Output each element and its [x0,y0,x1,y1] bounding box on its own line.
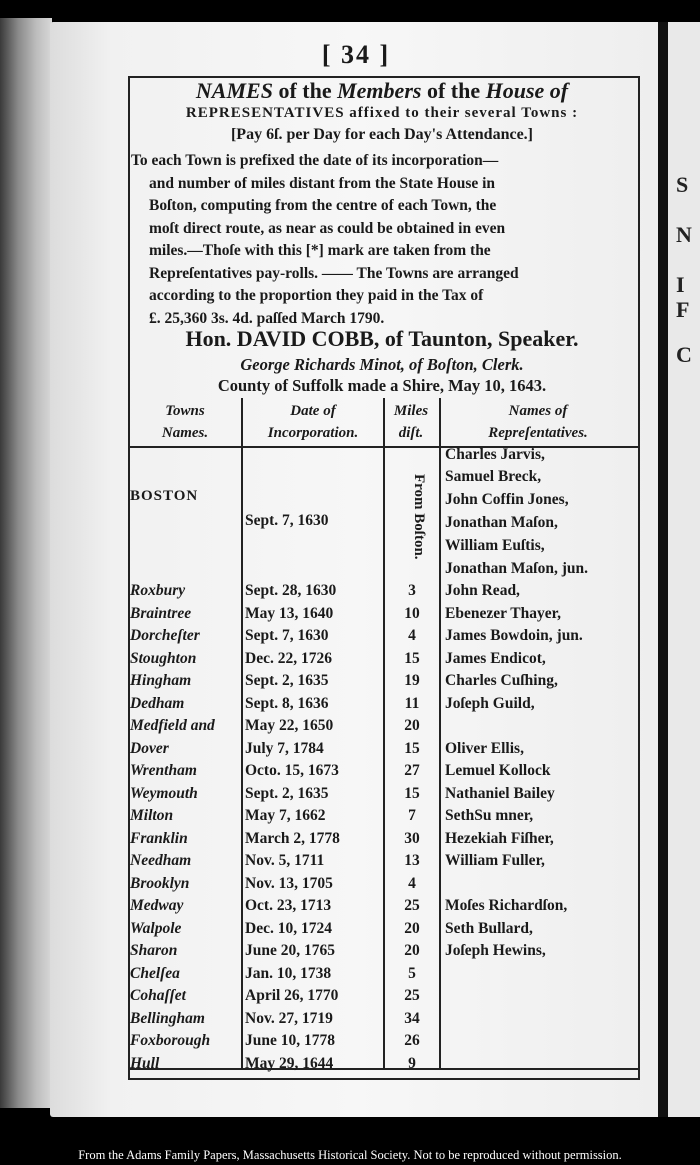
town-name: Milton [130,807,174,824]
table-row [130,1032,635,1054]
col-header-reps [440,400,636,444]
title-of-2: of the [421,78,486,103]
town-name: Chelſea [130,964,180,982]
incorporation-date: Nov. 13, 1705 [245,874,333,892]
boston-date: Sept. 7, 1630 [245,512,329,529]
county-line: County of Suffolk made a Shire, May 10, 1643. [217,376,547,395]
town-name: Wrentham [130,762,197,779]
table-row [130,582,635,604]
incorporation-date: Sept. 8, 1636 [245,694,329,712]
town-name: Bellingham [130,1009,205,1027]
intro-line: Repreſentatives pay-rolls. —— The Towns are arranged [149,264,519,282]
representative-name: Ebenezer Thayer, [445,604,561,622]
table-row [130,627,635,649]
facing-letter: I [676,272,685,297]
boston-rep: John Coffin Jones, [445,491,569,508]
incorporation-date: Sept. 7, 1630 [245,627,329,644]
incorporation-date: April 26, 1770 [245,987,339,1004]
incorporation-date: May 13, 1640 [245,604,334,622]
title-names: NAMES [195,78,273,103]
representative-name: James Endicot, [445,649,546,667]
incorporation-date: Sept. 28, 1630 [245,582,337,599]
speaker-line: Hon. DAVID COBB, of Taunton, Speaker. [185,326,579,351]
town-name: Dorcheſter [130,627,200,644]
town-name: Medway [130,897,184,914]
footer-notice: From the Adams Family Papers, Massachusetts Historical Society. Not to be reproduced without permission. [78,1148,622,1162]
boston-rep: William Euſtis, [445,537,545,554]
col-header-towns-2: Names. [161,425,209,441]
miles-distance: 20 [404,942,420,959]
incorporation-date: May 29, 1644 [245,1054,334,1072]
incorporation-date: June 10, 1778 [245,1032,335,1049]
col-header-towns-1: Towns [165,403,205,419]
incorporation-date: Oct. 23, 1713 [245,897,332,914]
town-name: Medfield and [130,717,215,734]
miles-distance: 3 [408,582,416,599]
miles-distance: 25 [404,897,420,914]
representative-name: SethSu mner, [445,807,534,824]
intro-line: moſt direct route, as near as could be obtained in even [149,219,506,237]
incorporation-date: Dec. 22, 1726 [245,649,332,667]
miles-distance: 20 [404,717,420,734]
title-of: of the [272,78,338,103]
col-header-date-2: Incorporation. [267,425,359,441]
facing-letter: F [676,297,690,322]
boston-rep: Charles Jarvis, [445,446,545,463]
table-row [130,1010,635,1032]
representative-name: Nathaniel Bailey [445,784,555,802]
facing-page-edge [664,22,700,1117]
title-members: Members [337,78,422,103]
miles-distance: 10 [404,604,420,622]
table-row [130,672,635,694]
town-name: Hull [130,1054,160,1072]
miles-distance: 25 [404,987,420,1004]
miles-distance: 30 [404,829,420,847]
col-header-miles-2: diſt. [398,425,424,441]
miles-distance: 20 [404,919,420,937]
representative-name: Hezekiah Fiſher, [445,829,554,847]
col-header-date-1: Date of [290,403,336,419]
representative-name: William Fuller, [445,852,545,869]
representative-name: Moſes Richardſon, [445,897,568,914]
col-header-miles-1: Miles [393,403,429,419]
miles-distance: 7 [408,807,416,824]
intro-line: according to the proportion they paid in the Tax of [149,287,484,304]
representative-name: James Bowdoin, jun. [445,627,583,644]
intro-line: £. 25,360 3s. 4d. paſſed March 1790. [149,309,385,327]
representative-name: John Read, [445,582,520,599]
table-row [130,717,635,739]
facing-letter: C [676,342,692,367]
table-row [130,965,635,987]
town-name: Dover [130,739,169,757]
table-row [130,1055,635,1077]
miles-distance: 13 [404,852,420,869]
incorporation-date: Octo. 15, 1673 [245,762,339,779]
table-row [130,740,635,762]
clerk-line: George Richards Minot, of Boſton, Clerk. [240,355,524,374]
miles-distance: 4 [408,874,416,892]
table-row [130,785,635,807]
page-number: [ 34 ] [321,40,391,69]
table-row [130,875,635,897]
town-name: Sharon [130,942,178,959]
representative-name: Lemuel Kollock [445,762,551,779]
town-name: Weymouth [130,784,198,802]
incorporation-date: May 22, 1650 [245,717,334,734]
incorporation-date: Sept. 2, 1635 [245,672,329,689]
boston-miles: From Boſton. [411,474,427,560]
page-gutter [658,22,668,1117]
miles-distance: 9 [408,1054,416,1072]
intro-line: Boſton, computing from the centre of each Town, the [149,197,497,214]
incorporation-date: Nov. 5, 1711 [245,852,325,869]
table-row [130,897,635,919]
town-name: Brooklyn [130,874,190,892]
title [128,78,636,104]
incorporation-date: June 20, 1765 [245,942,335,959]
col-header-reps-2: Repreſentatives. [488,425,588,441]
miles-distance: 34 [404,1009,420,1027]
town-name: Braintree [130,604,192,622]
col-header-date [244,400,382,444]
miles-distance: 11 [404,694,420,712]
incorporation-date: May 7, 1662 [245,807,326,824]
col-header-towns [130,400,240,444]
miles-distance: 15 [404,649,420,667]
incorporation-date: March 2, 1778 [245,829,340,847]
boston-rep: Jonathan Maſon, [445,514,558,531]
town-name: Roxbury [130,582,186,599]
town-name: Needham [130,852,192,869]
table-row [130,920,635,942]
representative-name: Charles Cuſhing, [445,672,558,689]
miles-distance: 5 [408,964,416,982]
miles-distance: 26 [404,1032,420,1049]
table-row [130,942,635,964]
table-row [130,852,635,874]
incorporation-date: Jan. 10, 1738 [245,964,332,982]
town-name: Franklin [130,829,188,847]
subtitle: REPRESENTATIVES affixed to their several Towns : [185,105,579,121]
miles-distance: 19 [404,672,420,689]
town-name: Stoughton [130,649,197,667]
miles-distance: 15 [404,784,420,802]
boston-rep: Jonathan Maſon, jun. [445,560,588,577]
facing-letter: N [676,222,692,247]
intro-line: To each Town is prefixed the date of its incorporation— [131,152,499,169]
table-row [130,807,635,829]
town-name: Hingham [130,672,192,689]
representative-name: Joſeph Hewins, [445,942,546,959]
table-row [130,830,635,852]
miles-distance: 15 [404,739,420,757]
incorporation-date: Dec. 10, 1724 [245,919,332,937]
town-boston: BOSTON [130,488,199,504]
town-name: Cohaſſet [130,987,186,1004]
boston-rep: Samuel Breck, [445,468,542,485]
town-name: Foxborough [130,1032,211,1049]
table-row [130,695,635,717]
col-header-reps-1: Names of [508,403,568,419]
book-spine [0,18,52,1108]
pay-note: [Pay 6ſ. per Day for each Day's Attendance.] [230,126,534,143]
col-header-miles [384,400,438,444]
miles-distance: 4 [408,627,416,644]
town-name: Dedham [130,694,185,712]
intro-paragraph [131,150,633,330]
intro-line: miles.—Thoſe with this [*] mark are taken from the [149,242,491,259]
incorporation-date: Sept. 2, 1635 [245,784,329,802]
representative-name: Seth Bullard, [445,919,533,937]
representative-name: Oliver Ellis, [445,739,524,757]
miles-distance: 27 [404,762,420,779]
intro-line: and number of miles distant from the State House in [149,174,496,192]
incorporation-date: July 7, 1784 [245,739,324,757]
facing-letter: S [676,172,689,197]
table-row [130,762,635,784]
representative-name: Joſeph Guild, [445,694,535,712]
table-row [130,605,635,627]
title-house: House of [485,78,569,103]
town-name: Walpole [130,919,182,937]
table-row [130,650,635,672]
incorporation-date: Nov. 27, 1719 [245,1009,333,1027]
table-row [130,987,635,1009]
